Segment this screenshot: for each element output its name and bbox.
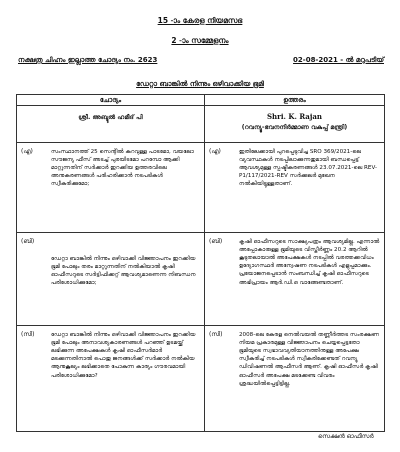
answer-text: കൃഷി ഓഫീസറുടെ സാക്ഷ്യപത്രം ആവശ്യമില്ല. എന്നാൽ അപ്പോകാരുള്ള ഭൂമിയുടെ വിസ്തീർണ്ണം 20.2 ആറിൽ കൂടുതലായാൽ അപേക്ഷകൾ നടപ്പിൽ വരത്തക്കവിധം ഉദ്യോഗസ്ഥർ അന്വേഷണ നടപടികൾ എളുപ്പമാക്കും. പ്രയോജനപ്പെടാൻ സംബന്ധിച്ച് കൃഷി ഓഫീസറുടെ അഭിപ്രായം ആർ.ഡി.ഒ വാങ്ങേണ്ടതാണ്. bbox=[239, 239, 380, 286]
question-answer-table bbox=[16, 94, 385, 432]
question-text: സംസ്ഥാനത്ത് 25 സെന്റിൽ കുറവുള്ള പാടമോ, വയലോ സൗജന്യ ഫീസ് അടച്ച് പുരയിടമോ പറമ്പോ ആക്കി മാറ്റുന്നതിന് സർക്കാർ ഇറക്കിയ ഉത്തരവിലെ അനുകരണങ്ങൾ പരിഹരിക്കാൻ നടപടികൾ സ്വീകരിക്കുമോ; bbox=[51, 149, 194, 188]
questioner-name: ശ്രീ. അബ്ദുൽ ഹമീദ് പി bbox=[78, 114, 143, 121]
minister-name: Shri. K. Rajan bbox=[267, 112, 322, 121]
question-number: നക്ഷത്ര ചിഹ്നം ഇല്ലാത്ത ചോദ്യം നം. 2623 bbox=[18, 56, 158, 64]
answer-text: 2008-ലെ കേരള നെൽവയൽ തണ്ണീർത്തട സംരക്ഷണ നിയമ പ്രകാരമുള്ള വിജ്ഞാപനം ചെയ്യപ്പെട്ടതോ ഭൂമിയുടെ സ്വഭാവവ്യതിയാനത്തിനുള്ള അപേക്ഷ സ്വീകരിച്ച് നടപടികൾ സ്വീകരിക്കേണ്ടത് റവന്യു ഡിവിഷണൽ ആഫീസർ ആണ്. കൃഷി ഓഫീസർ കൃഷി ഓഫീസർ അപേക്ഷ മടക്കേണ്ട വിവരം ശ്രദ്ധയിൽപ്പെട്ടിട്ടില്ല. bbox=[239, 332, 380, 387]
question-label: (ബി) bbox=[21, 238, 35, 245]
question-text: ഡേറ്റാ ബാങ്കിൽ നിന്നും ഒഴിവാക്കി വിജ്ഞാപനം ഇറക്കിയ ഭൂമി പോലും തരം മാറ്റുന്നതിന് നൽകിയാൽ കൃഷി ഓഫീസറുടെ സർട്ടിഫിക്കറ്റ് ആവശ്യമാണെന്ന നിബന്ധന പരിശോധിക്കുമോ; bbox=[51, 256, 196, 287]
question-label: (സി) bbox=[21, 331, 35, 338]
answer-label: (സി) bbox=[209, 331, 223, 338]
question-cell bbox=[17, 326, 205, 432]
question-cell bbox=[17, 233, 205, 326]
session-heading: 2 -ാം സമ്മേളനം bbox=[171, 36, 229, 45]
question-text: ഡേറ്റാ ബാങ്കിൽ നിന്നും ഒഴിവാക്കി വിജ്ഞാപനം ഇറക്കിയ ഭൂമി പോലും അനാവശ്യകാരണങ്ങൾ പറഞ്ഞ് ഉടമയ്ക്ക് ലഭിക്കുന്ന അപേക്ഷകൾ കൃഷി ഓഫീസർമാർ മടക്കുന്നതിനാൽ പൊതു ജനങ്ങൾക്ക് സർക്കാർ നൽകിയ ആനുകൂല്യം ലഭിക്കാതെ പോകുന്ന കാര്യം ഗൗരവമായി പരിശോധിക്കുമോ? bbox=[51, 332, 196, 379]
table-row bbox=[17, 326, 385, 432]
subject-line: ഡേറ്റാ ബാങ്കിൽ നിന്നും ഒഴിവാക്കിയ ഭൂമി bbox=[136, 80, 264, 88]
question-column-header: ചോദ്യം bbox=[17, 95, 205, 106]
minister-department: (റവന്യൂ-ഭവനനിർമ്മാണ വകുപ്പ് മന്ത്രി) bbox=[241, 124, 348, 132]
question-label: (എ) bbox=[21, 148, 33, 155]
minister-cell bbox=[205, 106, 385, 143]
answer-date: 02-08-2021 - ൽ മറുപടിയ് bbox=[293, 56, 384, 64]
answer-label: (എ) bbox=[209, 148, 221, 155]
answer-column-header: ഉത്തരം bbox=[205, 95, 385, 106]
assembly-heading: 15 -ാം കേരള നിയമസഭ bbox=[157, 16, 243, 25]
questioner-cell bbox=[17, 106, 205, 143]
question-cell bbox=[17, 143, 205, 233]
question-meta bbox=[18, 56, 384, 66]
signature-designation: സെക്ഷൻ ഓഫീസർ bbox=[318, 433, 374, 440]
answer-cell bbox=[205, 326, 385, 432]
answer-cell bbox=[205, 143, 385, 233]
answer-text: ഇതിലേക്കായി പുറപ്പെടുവിച്ച SRO 369/2021-ലെ വ്യവസ്ഥകൾ നടപ്പിലാക്കുന്നതുമായി ബന്ധപ്പെട്ട് ആവശ്യമുള്ള സ്പഷ്ടീകരണങ്ങൾ 23.07.2021-ലെ REV-P1/117/2021-REV സർക്കുലർ മുഖേന നൽകിയിട്ടുള്ളതാണ്. bbox=[239, 149, 377, 188]
table-row bbox=[17, 233, 385, 326]
answer-label: (ബി) bbox=[209, 238, 223, 245]
answer-cell bbox=[205, 233, 385, 326]
table-row bbox=[17, 143, 385, 233]
